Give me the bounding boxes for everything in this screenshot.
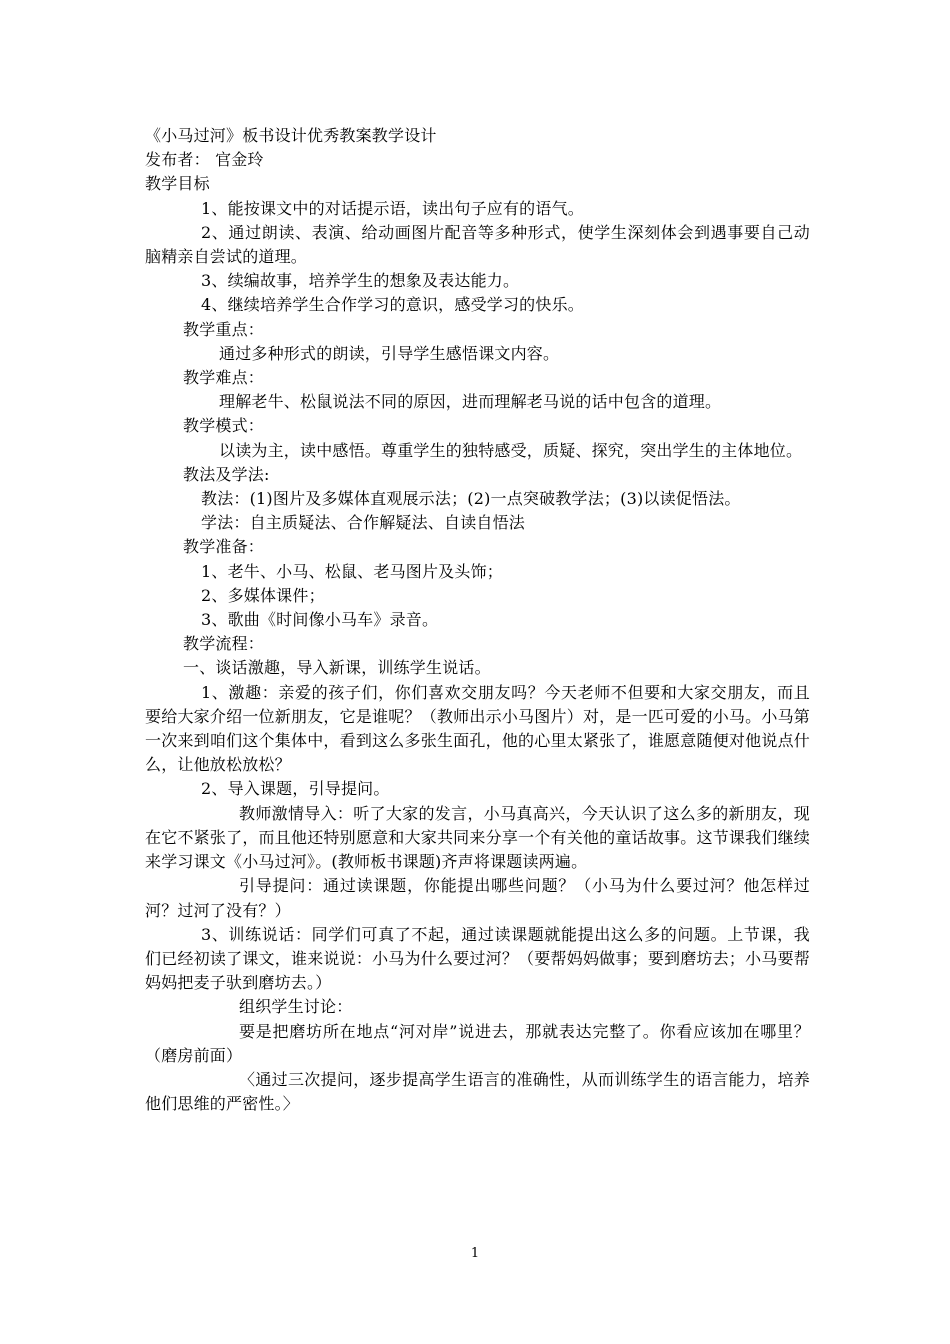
paragraph: 《小马过河》板书设计优秀教案教学设计 [145, 126, 437, 145]
paragraph: 1、能按课文中的对话提示语，读出句子应有的语气。 [201, 198, 584, 218]
paragraph: 1、激趣：亲爱的孩子们，你们喜欢交朋友吗？今天老师不但要和大家交朋友，而且要给大家介绍一位新朋友，它是谁呢？（教师出示小马图片）对，是一匹可爱的小马。小马第一次来到咱们这个集体中，看到这么多张生面孔，他的心里太紧张了，谁愿意随便对他说点什么，让他放松放松？ [145, 682, 810, 775]
paragraph: 理解老牛、松鼠说法不同的原因，进而理解老马说的话中包含的道理。 [219, 392, 722, 412]
paragraph: 3、续编故事，培养学生的想象及表达能力。 [201, 271, 520, 291]
paragraph: 教学目标 [145, 174, 210, 194]
paragraph: 2、多媒体课件； [201, 585, 325, 605]
paragraph: 发布者： 官金玲 [145, 150, 264, 170]
paragraph: 通过多种形式的朗读，引导学生感悟课文内容。 [219, 343, 560, 363]
paragraph: 教学流程： [183, 634, 265, 654]
document-body [145, 124, 810, 1116]
paragraph: 教学模式： [183, 416, 265, 436]
paragraph: 以读为主，读中感悟。尊重学生的独特感受，质疑、探究，突出学生的主体地位。 [219, 440, 803, 460]
paragraph: 2、导入课题，引导提问。 [201, 779, 390, 799]
paragraph: 教学准备： [183, 537, 265, 557]
paragraph: 要是把磨坊所在地点“河对岸”说进去，那就表达完整了。你看应该加在哪里？（磨房前面） [145, 1021, 810, 1065]
paragraph: 1、老牛、小马、松鼠、老马图片及头饰； [201, 561, 503, 581]
paragraph: 3、歌曲《时间像小马车》录音。 [201, 610, 439, 630]
paragraph: 教师激情导入：听了大家的发言，小马真高兴，今天认识了这么多的新朋友，现在它不紧张了，而且他还特别愿意和大家共同来分享一个有关他的童话故事。这节课我们继续来学习课文《小马过河》。(教师板书课题)齐声将课题读两遍。 [145, 803, 810, 872]
paragraph: 教学难点： [183, 368, 265, 388]
page-number: 1 [470, 1246, 480, 1261]
paragraph: 学法：自主质疑法、合作解疑法、自读自悟法 [201, 513, 526, 533]
paragraph: 组织学生讨论： [239, 997, 353, 1017]
paragraph: 教法及学法: [183, 464, 270, 484]
paragraph: 〈通过三次提问，逐步提高学生语言的准确性，从而训练学生的语言能力，培养他们思维的严密性。〉 [145, 1069, 810, 1114]
paragraph: 一、谈话激趣，导入新课，训练学生说话。 [183, 658, 491, 678]
paragraph: 4、继续培养学生合作学习的意识，感受学习的快乐。 [201, 295, 584, 315]
paragraph: 3、训练说话：同学们可真了不起，通过读课题就能提出这么多的问题。上节课，我们已经初读了课文，谁来说说：小马为什么要过河？（要帮妈妈做事；要到磨坊去；小马要帮妈妈把麦子驮到磨坊去。） [145, 924, 810, 993]
paragraph: 引导提问：通过读课题，你能提出哪些问题？（小马为什么要过河？他怎样过河？过河了没有？） [145, 876, 810, 920]
paragraph: 教法：(1)图片及多媒体直观展示法；(2)一点突破教学法；(3)以读促悟法。 [201, 489, 741, 509]
paragraph: 2、通过朗读、表演、给动画图片配音等多种形式，使学生深刻体会到遇事要自己动脑精亲自尝试的道理。 [145, 222, 810, 267]
paragraph: 教学重点： [183, 319, 265, 339]
